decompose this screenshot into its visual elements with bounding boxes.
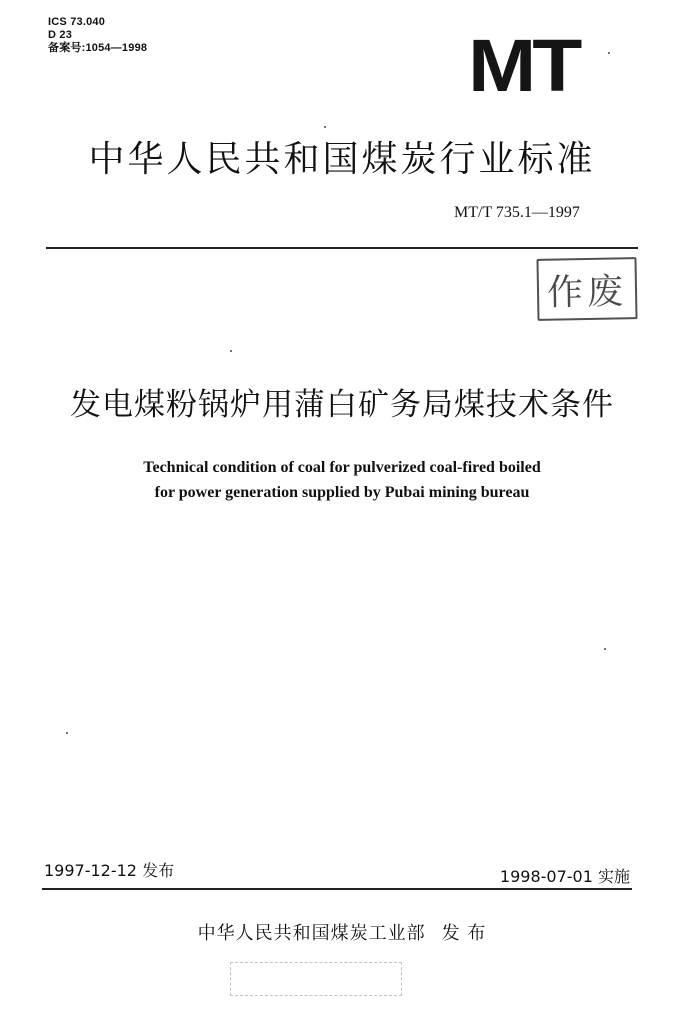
scan-speck (230, 350, 232, 352)
footer-divider (42, 888, 632, 890)
scan-speck (604, 648, 606, 650)
mt-logo: MT (468, 25, 579, 108)
stamp-text: 作废 (546, 270, 628, 314)
standard-category-title: 中华人民共和国煤炭行业标准 (88, 139, 596, 180)
faded-stamp-box (230, 962, 402, 996)
issue-date: 1997-12-12 发布 (44, 861, 175, 880)
publisher-line (0, 921, 684, 947)
title-en-line-1: Technical condition of coal for pulverized coal-fired boiled (143, 459, 541, 476)
header-divider (46, 247, 638, 249)
classification-block (48, 16, 147, 55)
implementation-date: 1998-07-01 实施 (499, 867, 630, 886)
title-en-line-2: for power generation supplied by Pubai mining bureau (154, 484, 530, 501)
class-code: D 23 (48, 29, 73, 41)
record-number: 备案号:1054—1998 (48, 42, 148, 54)
scan-speck (66, 732, 68, 734)
obsolete-stamp (536, 257, 637, 321)
publisher-action: 发 布 (441, 923, 487, 944)
publisher-name: 中华人民共和国煤炭工业部 (197, 923, 426, 944)
document-title-en (0, 455, 684, 505)
ics-code: ICS 73.040 (48, 16, 106, 28)
document-title-cn: 发电煤粉锅炉用蒲白矿务局煤技术条件 (70, 387, 614, 423)
scan-speck (324, 126, 326, 128)
scan-speck (608, 52, 610, 54)
standard-number: MT/T 735.1—1997 (454, 204, 580, 221)
